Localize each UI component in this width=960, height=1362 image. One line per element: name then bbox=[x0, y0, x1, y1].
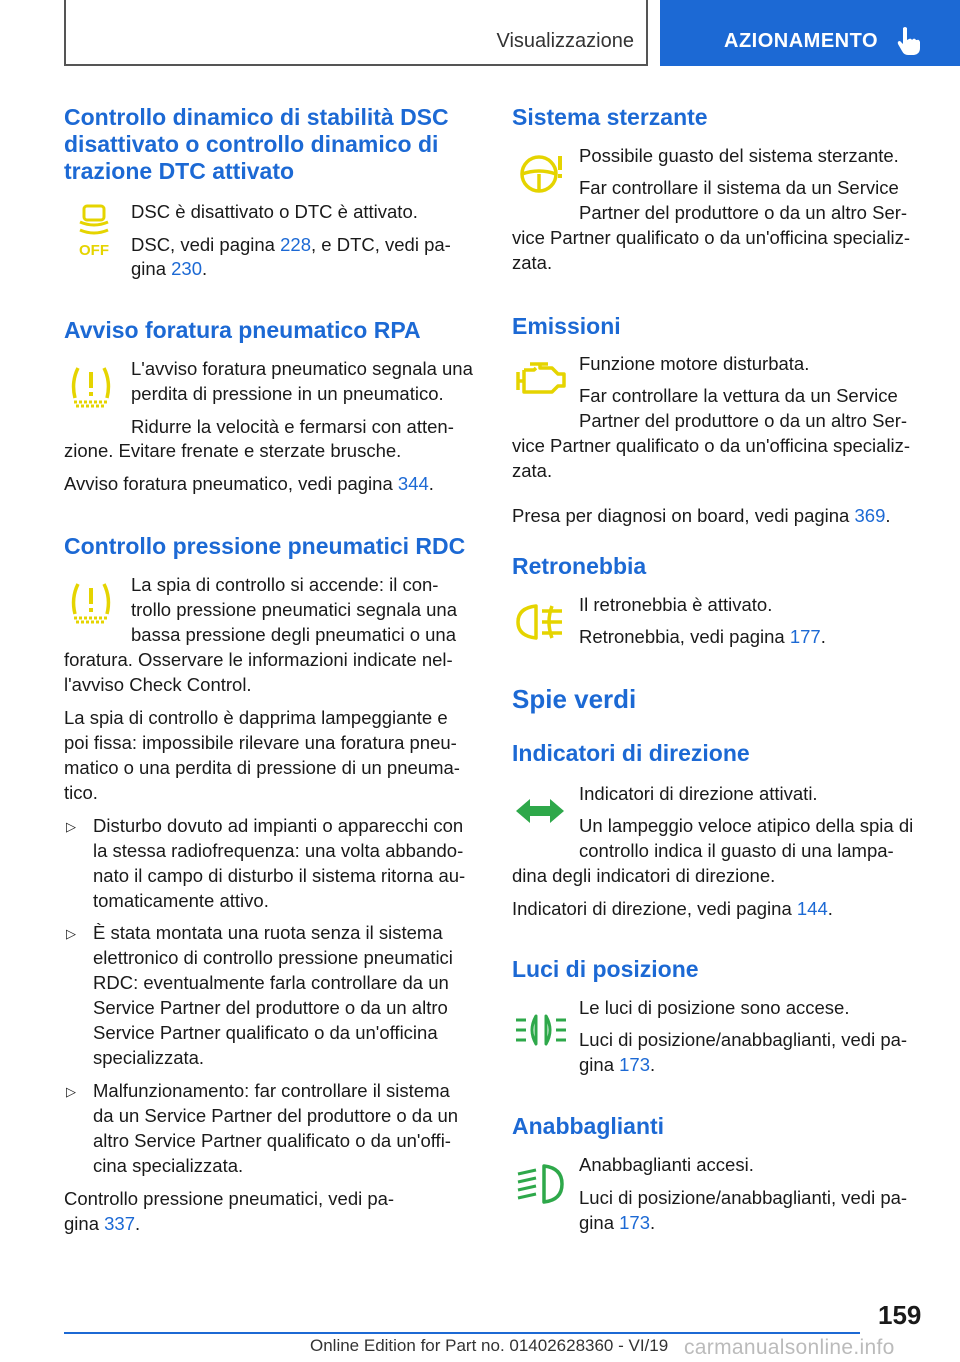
steer-text-1: Possibile guasto del sistema sterzante. bbox=[579, 145, 899, 166]
rdc-text-2: trollo pressione pneumatici segnala una bbox=[131, 599, 458, 620]
rpa-page-link[interactable]: 344 bbox=[397, 473, 429, 494]
low-beam-icon bbox=[514, 1162, 566, 1206]
rdc-bullet3-line2: da un Service Partner del produttore o da un bbox=[93, 1105, 459, 1126]
low-text-2: Luci di posizione/anabbaglianti, vedi pa- bbox=[579, 1187, 908, 1208]
steer-text-5: zata. bbox=[512, 252, 553, 273]
dsc-off-icon-text: OFF bbox=[79, 242, 109, 258]
rdc-title: Controllo pressione pneumatici RDC bbox=[64, 533, 466, 559]
rpa-text-3: Ridurre la velocità e fermarsi con atten- bbox=[131, 416, 454, 437]
emis-text-2: Far controllare la vettura da un Service bbox=[579, 385, 898, 406]
tire-pressure-icon bbox=[68, 580, 114, 626]
rpa-text-5: Avviso foratura pneumatico, vedi pagina 344. bbox=[64, 473, 434, 494]
rdc-bullet2-line4: Service Partner del produttore o da un altro bbox=[93, 997, 448, 1018]
turn-signal-icon bbox=[514, 796, 566, 826]
header-chapter-label: AZIONAMENTO bbox=[724, 30, 879, 52]
emis-text-4: vice Partner qualificato o da un'officina specializ- bbox=[512, 435, 911, 456]
tire-warning-icon bbox=[68, 364, 114, 410]
fog-text-2: Retronebbia, vedi pagina 177. bbox=[579, 626, 826, 647]
emis-text-6: Presa per diagnosi on board, vedi pagina 369. bbox=[512, 505, 891, 526]
steer-text-3: Partner del produttore o da un altro Ser- bbox=[579, 202, 908, 223]
dtc-page-link[interactable]: 230 bbox=[171, 258, 202, 279]
rdc-text-5: l'avviso Check Control. bbox=[64, 674, 252, 695]
steer-text-4: vice Partner qualificato o da un'officina specializ- bbox=[512, 227, 911, 248]
dsc-title-line1: Controllo dinamico di stabilità DSC bbox=[64, 104, 449, 130]
turn-text-3: controllo indica il guasto di una lampa- bbox=[579, 840, 894, 861]
fog-title: Retronebbia bbox=[512, 553, 647, 579]
low-beam-title: Anabbaglianti bbox=[512, 1113, 665, 1139]
emis-text-5: zata. bbox=[512, 460, 553, 481]
steer-text-2: Far controllare il sistema da un Service bbox=[579, 177, 899, 198]
emis-page-link[interactable]: 369 bbox=[854, 505, 886, 526]
bullet-triangle-icon: ▷ bbox=[66, 819, 76, 834]
pos-text-1: Le luci di posizione sono accese. bbox=[579, 997, 850, 1018]
rdc-bullet1-line3: nato il campo di disturbo il sistema ritorna au- bbox=[93, 865, 466, 886]
turn-page-link[interactable]: 144 bbox=[796, 898, 828, 919]
fog-text-1: Il retronebbia è attivato. bbox=[579, 594, 773, 615]
turn-title: Indicatori di direzione bbox=[512, 740, 750, 766]
rdc-bullet1-line1: Disturbo dovuto ad impianti o apparecchi con bbox=[93, 815, 464, 836]
dsc-off-icon bbox=[74, 204, 114, 258]
low-text-1: Anabbaglianti accesi. bbox=[579, 1154, 754, 1175]
header-section-label: Visualizzazione bbox=[496, 30, 634, 52]
fog-page-link[interactable]: 177 bbox=[789, 626, 821, 647]
footer-edition: Online Edition for Part no. 01402628360 - VI/19 bbox=[310, 1336, 669, 1355]
rpa-title: Avviso foratura pneumatico RPA bbox=[64, 317, 421, 343]
rdc-text-4: foratura. Osservare le informazioni indicate nel- bbox=[64, 649, 453, 670]
rdc-ref-line1: Controllo pressione pneumatici, vedi pa- bbox=[64, 1188, 395, 1209]
rdc-text-8: matico o una perdita di pressione di un pneuma- bbox=[64, 757, 460, 778]
rdc-bullet1-line4: tomaticamente attivo. bbox=[93, 890, 269, 911]
watermark: carmanualsonline.info bbox=[684, 1336, 895, 1359]
bullet-triangle-icon: ▷ bbox=[66, 926, 76, 941]
engine-warning-icon bbox=[514, 362, 568, 400]
rdc-bullet3-line1: Malfunzionamento: far controllare il sistema bbox=[93, 1080, 450, 1101]
pos-text-2: Luci di posizione/anabbaglianti, vedi pa- bbox=[579, 1029, 908, 1050]
rdc-text-1: La spia di controllo si accende: il con- bbox=[131, 574, 439, 595]
emis-text-1: Funzione motore disturbata. bbox=[579, 353, 810, 374]
turn-text-4: dina degli indicatori di direzione. bbox=[512, 865, 776, 886]
dsc-page-link[interactable]: 228 bbox=[280, 234, 311, 255]
hand-pointer-icon bbox=[896, 26, 922, 56]
rdc-bullet2-line3: RDC: eventualmente farla controllare da un bbox=[93, 972, 449, 993]
dsc-text-1: DSC è disattivato o DTC è attivato. bbox=[131, 201, 418, 222]
rdc-text-9: tico. bbox=[64, 782, 98, 803]
rdc-text-6: La spia di controllo è dapprima lampeggiante e bbox=[64, 707, 448, 728]
dsc-text-2: DSC, vedi pagina 228, e DTC, vedi pa- bbox=[131, 234, 451, 255]
rdc-page-link[interactable]: 337 bbox=[104, 1213, 135, 1234]
rdc-bullet2-line2: elettronico di controllo pressione pneumatici bbox=[93, 947, 453, 968]
rpa-text-4: zione. Evitare frenate e sterzate brusche. bbox=[64, 440, 402, 461]
steering-warning-icon bbox=[514, 150, 568, 196]
green-lights-title: Spie verdi bbox=[512, 684, 637, 714]
rdc-bullet2-line5: Service Partner qualificato o da un'officina bbox=[93, 1022, 438, 1043]
dsc-text-3: gina 230. bbox=[131, 258, 208, 279]
steer-title: Sistema sterzante bbox=[512, 104, 708, 130]
dsc-title-line3: trazione DTC attivato bbox=[64, 158, 295, 184]
footer-divider bbox=[64, 1332, 860, 1334]
parking-lights-icon bbox=[514, 1012, 568, 1048]
emis-text-3: Partner del produttore o da un altro Ser- bbox=[579, 410, 908, 431]
turn-text-1: Indicatori di direzione attivati. bbox=[579, 783, 818, 804]
emis-title: Emissioni bbox=[512, 313, 621, 339]
rdc-bullet3-line3: altro Service Partner qualificato o da un'offi- bbox=[93, 1130, 451, 1151]
page-number: 159 bbox=[878, 1300, 922, 1330]
rdc-bullet2-line6: specializzata. bbox=[93, 1047, 205, 1068]
header-section-box bbox=[64, 0, 648, 66]
rdc-ref-line2: gina 337. bbox=[64, 1213, 141, 1234]
header-chapter-box bbox=[660, 0, 960, 66]
pos-title: Luci di posizione bbox=[512, 956, 699, 982]
turn-text-5: Indicatori di direzione, vedi pagina 144. bbox=[512, 898, 833, 919]
rdc-bullet2-line1: È stata montata una ruota senza il sistema bbox=[93, 922, 443, 943]
pos-text-3: gina 173. bbox=[579, 1054, 656, 1075]
bullet-triangle-icon: ▷ bbox=[66, 1084, 76, 1099]
turn-text-2: Un lampeggio veloce atipico della spia di bbox=[579, 815, 914, 836]
dsc-title-line2: disattivato o controllo dinamico di bbox=[64, 131, 439, 157]
rear-fog-icon bbox=[514, 602, 568, 642]
low-text-3: gina 173. bbox=[579, 1212, 656, 1233]
rdc-bullet3-line4: cina specializzata. bbox=[93, 1155, 244, 1176]
rdc-text-3: bassa pressione degli pneumatici o una bbox=[131, 624, 456, 645]
rpa-text-1: L'avviso foratura pneumatico segnala una bbox=[131, 358, 473, 379]
low-page-link[interactable]: 173 bbox=[619, 1212, 650, 1233]
rdc-bullet1-line2: la stessa radiofrequenza: una volta abbando- bbox=[93, 840, 464, 861]
rdc-text-7: poi fissa: impossibile rilevare una foratura pneu- bbox=[64, 732, 457, 753]
rpa-text-2: perdita di pressione in un pneumatico. bbox=[131, 383, 444, 404]
pos-page-link[interactable]: 173 bbox=[619, 1054, 650, 1075]
